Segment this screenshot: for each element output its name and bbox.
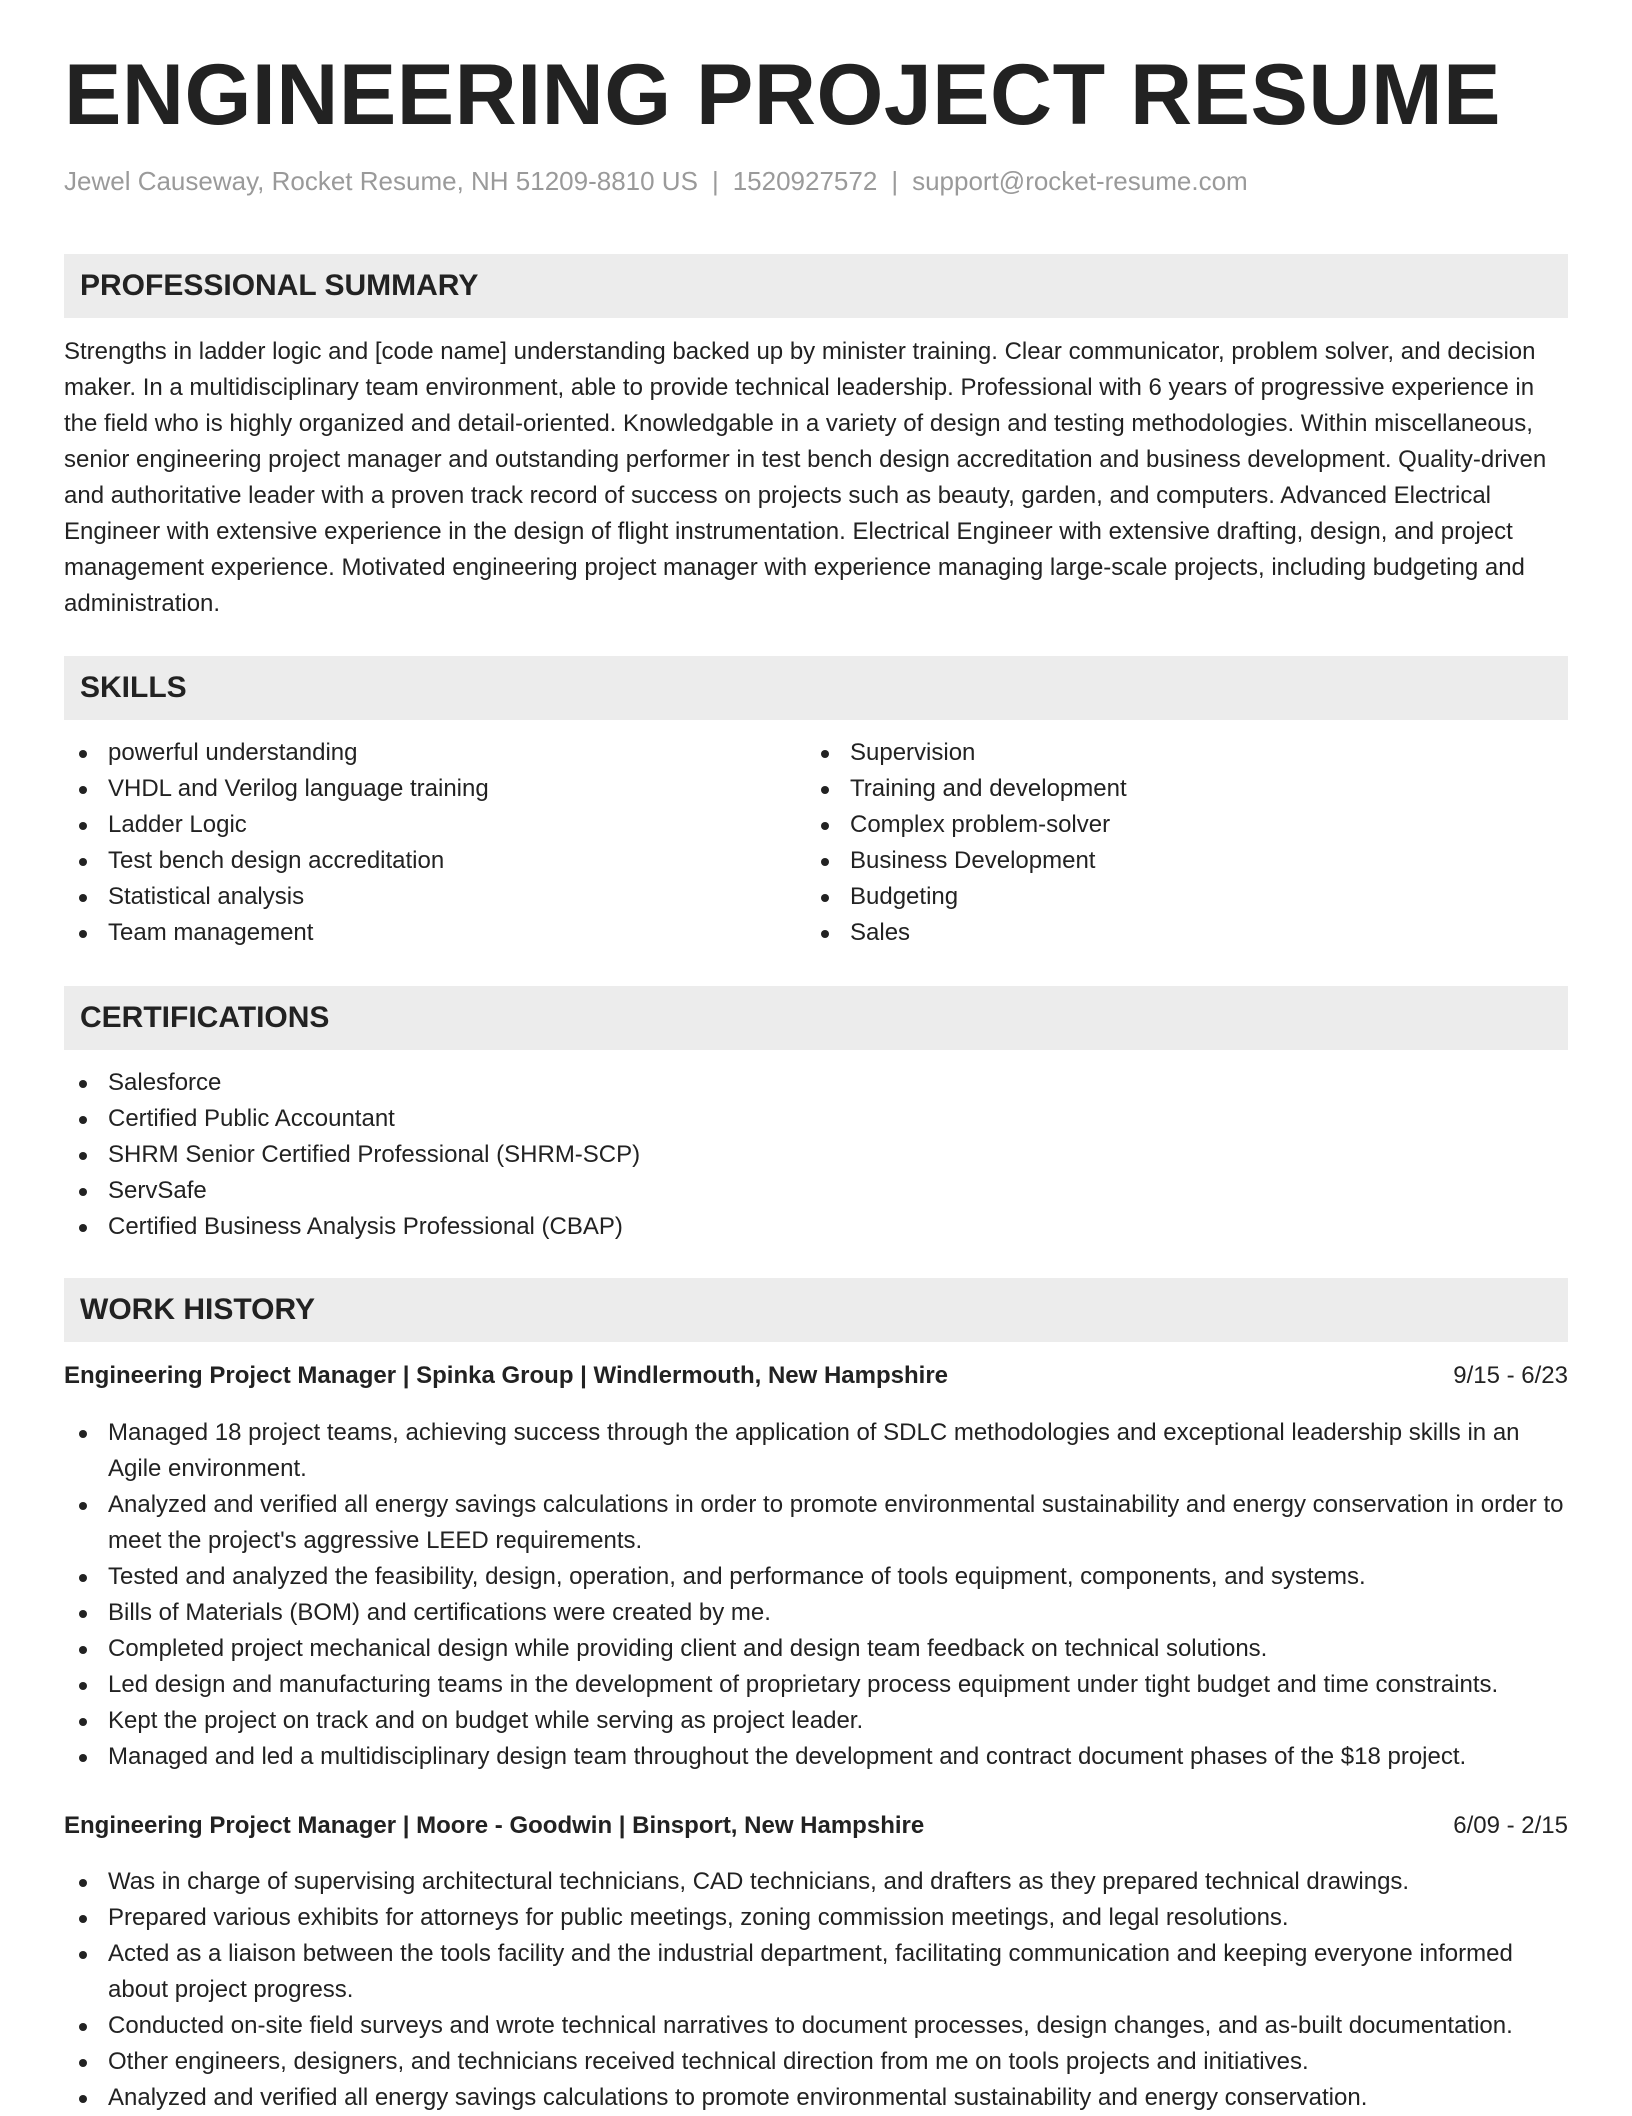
- job-bullet: Was in charge of supervising architectural technicians, CAD technicians, and drafters as they prepared technical drawings.: [64, 1864, 1568, 1900]
- job-bullet: Analyzed and verified all energy savings calculations in order to promote environmental sustainability and energy conservation in order to meet the project's aggressive LEED requirements.: [64, 1487, 1568, 1559]
- resume-title: ENGINEERING PROJECT RESUME: [64, 47, 1501, 143]
- job-bullet: Led design and manufacturing teams in the development of proprietary process equipment under tight budget and time constraints.: [64, 1667, 1568, 1703]
- skill-item: Sales: [806, 915, 1568, 951]
- job-dates: 9/15 - 6/23: [1453, 1362, 1568, 1389]
- job-bullets: [64, 1415, 1568, 1775]
- skill-item: Business Development: [806, 843, 1568, 879]
- certification-item: Certified Business Analysis Professional (CBAP): [64, 1209, 1568, 1245]
- certification-item: Salesforce: [64, 1065, 1568, 1101]
- certification-item: SHRM Senior Certified Professional (SHRM-SCP): [64, 1137, 1568, 1173]
- certifications-heading: CERTIFICATIONS: [80, 1001, 330, 1034]
- job-bullet: Bills of Materials (BOM) and certifications were created by me.: [64, 1595, 1568, 1631]
- job-title: Engineering Project Manager | Spinka Group | Windlermouth, New Hampshire: [64, 1362, 949, 1389]
- certification-item: ServSafe: [64, 1173, 1568, 1209]
- contact-email: support@rocket-resume.com: [912, 166, 1248, 196]
- job-bullet: Managed 18 project teams, achieving success through the application of SDLC methodologies and exceptional leadership skills in an Agile environment.: [64, 1415, 1568, 1487]
- summary-section-header: [64, 254, 1568, 318]
- skill-item: powerful understanding: [64, 735, 806, 771]
- contact-line: [64, 166, 1248, 197]
- job-bullet: Prepared various exhibits for attorneys for public meetings, zoning commission meetings, and legal resolutions.: [64, 1900, 1568, 1936]
- skill-item: VHDL and Verilog language training: [64, 771, 806, 807]
- skills-list-left: [64, 735, 806, 951]
- skill-item: Budgeting: [806, 879, 1568, 915]
- skill-item: Training and development: [806, 771, 1568, 807]
- job-bullet: Completed project mechanical design while providing client and design team feedback on technical solutions.: [64, 1631, 1568, 1667]
- summary-text: Strengths in ladder logic and [code name] understanding backed up by minister training. Clear communicator, problem solver, and decision maker. In a multidisciplinary team environment, able to provide technical leadership. Professional with 6 years of progressive experience in the field who is highly organized and detail-oriented. Knowledgable in a variety of design and testing methodologies. Within miscellaneous, senior engineering project manager and outstanding performer in test bench design accreditation and business development. Quality-driven and authoritative leader with a proven track record of success on projects such as beauty, garden, and computers. Advanced Electrical Engineer with extensive experience in the design of flight instrumentation. Electrical Engineer with extensive drafting, design, and project management experience. Motivated engineering project manager with experience managing large-scale projects, including budgeting and administration.: [64, 338, 1547, 617]
- job-bullets: [64, 1864, 1568, 2116]
- certifications-section-header: [64, 986, 1568, 1050]
- job-bullet: Analyzed and verified all energy savings calculations to promote environmental sustainability and energy conservation.: [64, 2080, 1568, 2116]
- skills-list-right: [806, 735, 1568, 951]
- job-title: Engineering Project Manager | Moore - Goodwin | Binsport, New Hampshire: [64, 1812, 925, 1839]
- skill-item: Team management: [64, 915, 806, 951]
- certifications-list: [64, 1065, 1568, 1245]
- job-dates: 6/09 - 2/15: [1453, 1812, 1568, 1839]
- work-history-heading: WORK HISTORY: [80, 1293, 316, 1326]
- job-bullet: Acted as a liaison between the tools facility and the industrial department, facilitating communication and keeping everyone informed about project progress.: [64, 1936, 1568, 2008]
- skills-heading: SKILLS: [80, 671, 187, 704]
- skill-item: Complex problem-solver: [806, 807, 1568, 843]
- skill-item: Supervision: [806, 735, 1568, 771]
- job-bullet: Other engineers, designers, and technicians received technical direction from me on tools projects and initiatives.: [64, 2044, 1568, 2080]
- skill-item: Ladder Logic: [64, 807, 806, 843]
- skill-item: Test bench design accreditation: [64, 843, 806, 879]
- job-bullet: Tested and analyzed the feasibility, design, operation, and performance of tools equipment, components, and systems.: [64, 1559, 1568, 1595]
- job-bullet: Kept the project on track and on budget while serving as project leader.: [64, 1703, 1568, 1739]
- skill-item: Statistical analysis: [64, 879, 806, 915]
- contact-phone: 1520927572: [732, 166, 878, 196]
- certification-item: Certified Public Accountant: [64, 1101, 1568, 1137]
- skills-section-header: [64, 656, 1568, 720]
- contact-separator: |: [891, 166, 899, 196]
- job-bullet: Managed and led a multidisciplinary design team throughout the development and contract document phases of the $18 project.: [64, 1739, 1568, 1775]
- contact-address: Jewel Causeway, Rocket Resume, NH 51209-8810 US: [64, 166, 698, 196]
- contact-separator: |: [711, 166, 719, 196]
- job-bullet: Conducted on-site field surveys and wrote technical narratives to document processes, design changes, and as-built documentation.: [64, 2008, 1568, 2044]
- summary-heading: PROFESSIONAL SUMMARY: [80, 269, 479, 302]
- work-history-section-header: [64, 1278, 1568, 1342]
